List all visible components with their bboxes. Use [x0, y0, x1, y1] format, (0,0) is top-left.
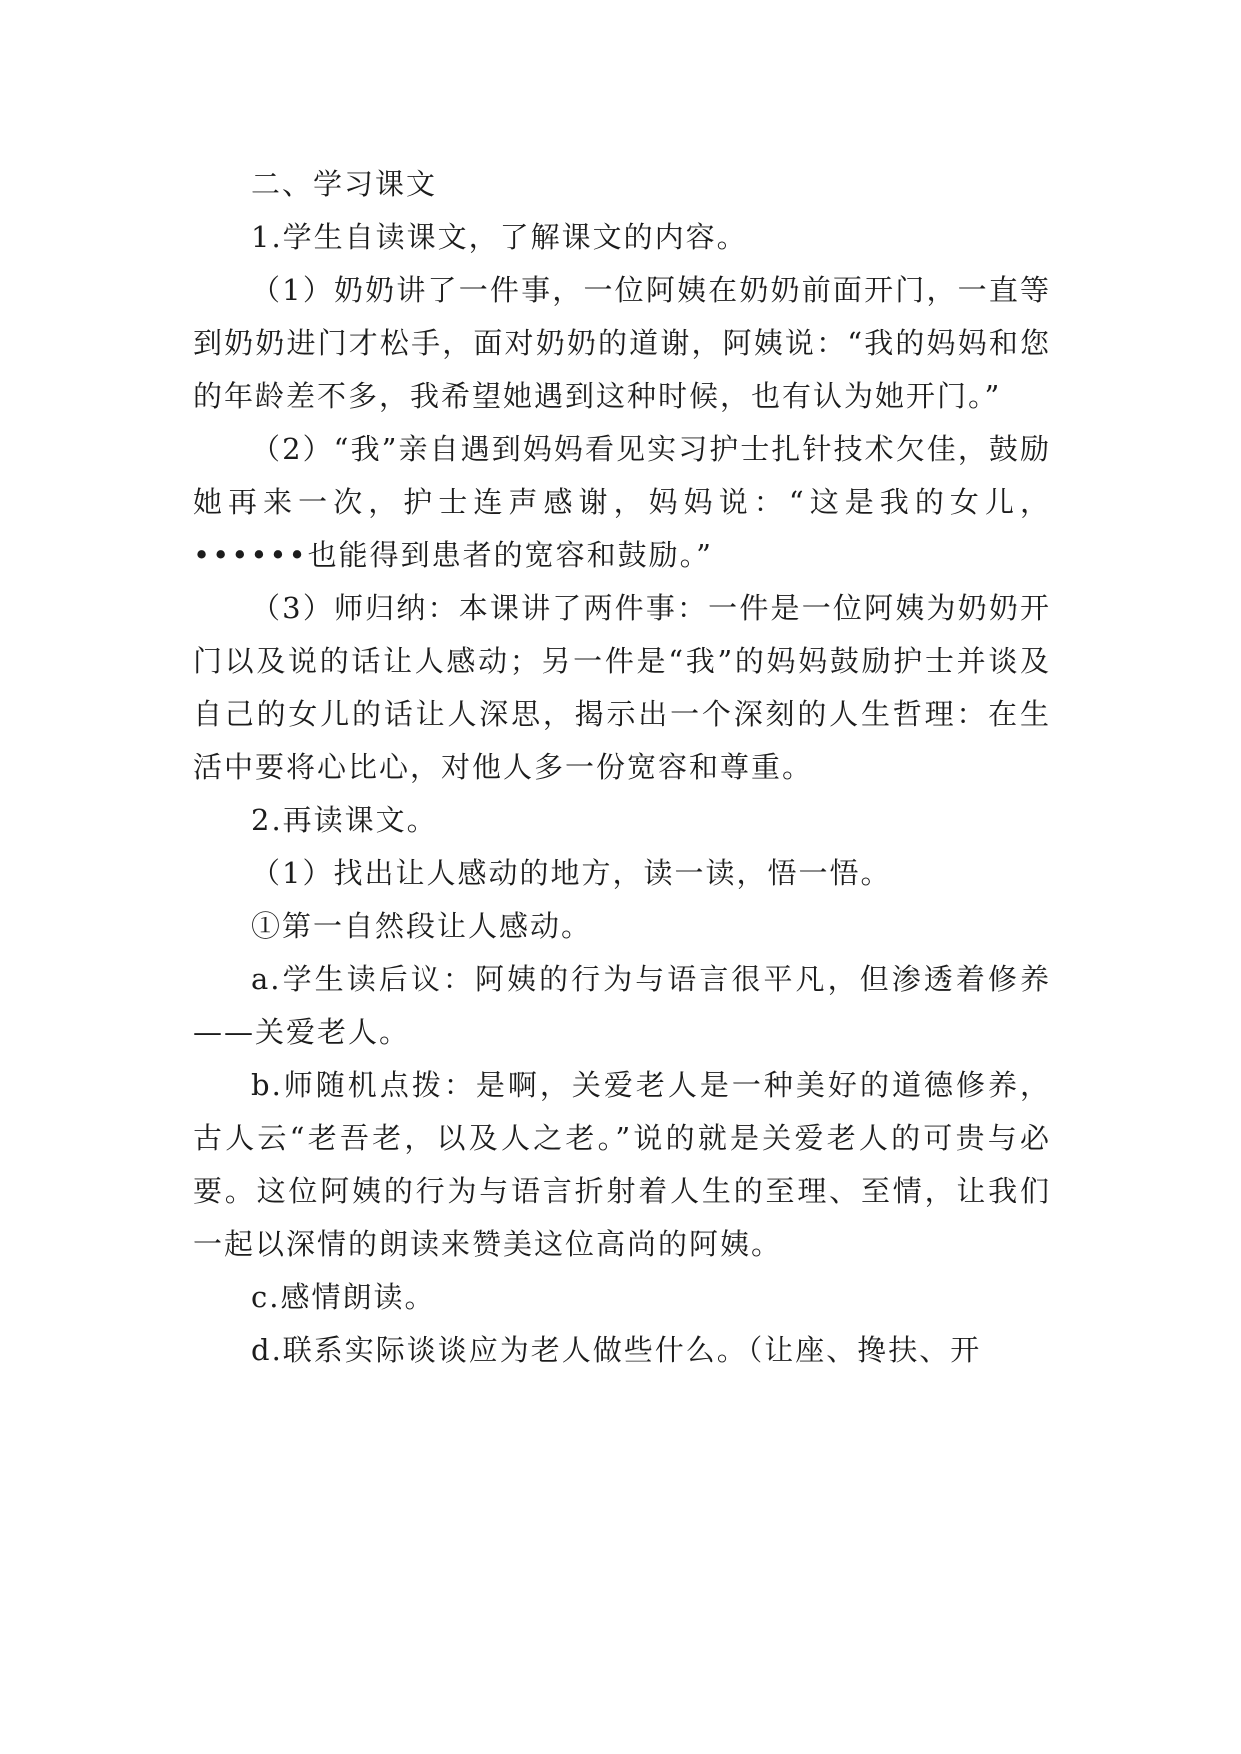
- point-1: ①第一自然段让人感动。: [251, 909, 593, 943]
- item-a: a.学生读后议：阿姨的行为与语言很平凡，但渗透着修养——关爱老人。: [193, 962, 1051, 1049]
- paragraph-2-nurse-story: （2）“我”亲自遇到妈妈看见实习护士扎针技术欠佳，鼓励她再来一次，护士连声感谢，妈妈说：“这是我的女儿，••••••也能得到患者的宽容和鼓励。”: [193, 432, 1051, 572]
- item-d: d.联系实际谈谈应为老人做些什么。（让座、搀扶、开: [251, 1333, 982, 1367]
- paragraph-3-teacher-summary: （3）师归纳：本课讲了两件事：一件是一位阿姨为奶奶开门以及说的话让人感动；另一件是“我”的妈妈鼓励护士并谈及自己的女儿的话让人深思，揭示出一个深刻的人生哲理：在生活中要将心比心，对他人多一份宽容和尊重。: [193, 591, 1051, 784]
- step-1-heading: 1.学生自读课文，了解课文的内容。: [251, 220, 748, 254]
- document-page: [193, 158, 1051, 1377]
- item-c: c.感情朗读。: [251, 1280, 436, 1314]
- section-heading: 二、学习课文: [251, 167, 438, 201]
- paragraph-1-grandma-story: （1）奶奶讲了一件事，一位阿姨在奶奶前面开门，一直等到奶奶进门才松手，面对奶奶的道谢，阿姨说：“我的妈妈和您的年龄差不多，我希望她遇到这种时候，也有认为她开门。”: [193, 273, 1051, 413]
- step-2-heading: 2.再读课文。: [251, 803, 438, 837]
- sub-step-1: （1）找出让人感动的地方，读一读，悟一悟。: [251, 856, 892, 890]
- item-b: b.师随机点拨：是啊，关爱老人是一种美好的道德修养，古人云“老吾老，以及人之老。”说的就是关爱老人的可贵与必要。这位阿姨的行为与语言折射着人生的至理、至情，让我们一起以深情的朗读来赞美这位高尚的阿姨。: [193, 1068, 1051, 1261]
